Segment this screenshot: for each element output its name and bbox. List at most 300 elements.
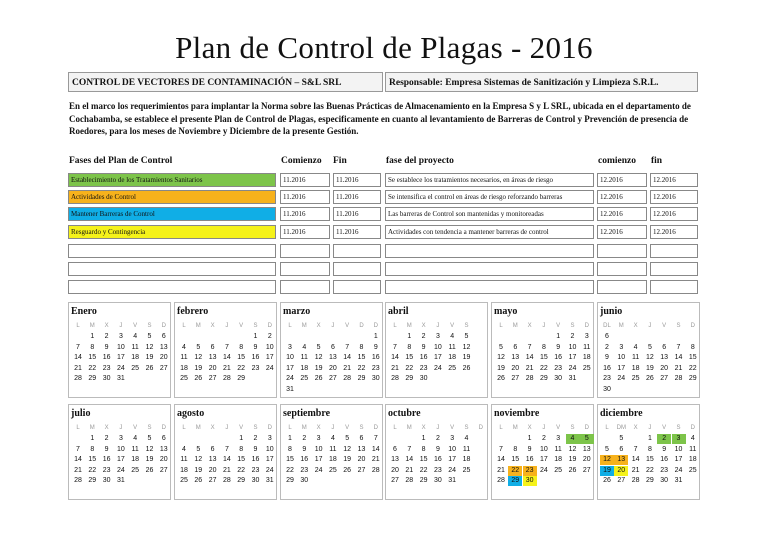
calendar-day: 28 [222, 477, 231, 484]
calendar-day: 9 [527, 445, 532, 453]
calendar-day: 21 [497, 466, 505, 474]
weekday-label: V [345, 323, 350, 329]
page-title: Plan de Control de Plagas - 2016 [175, 30, 593, 65]
calendar-day: 30 [433, 477, 442, 484]
calendar-day: 25 [462, 466, 471, 474]
calendar-day: 1 [647, 435, 652, 442]
calendar-day: 28 [674, 375, 683, 382]
calendar-day: 4 [330, 435, 335, 442]
calendar-day: 4 [302, 343, 307, 351]
calendar-day: 5 [196, 343, 201, 351]
month-name: noviembre [494, 408, 540, 419]
calendar-day: 11 [554, 445, 562, 453]
empty-table-cell [333, 280, 381, 294]
calendar-day: 22 [508, 466, 522, 476]
calendar-day: 1 [556, 333, 561, 340]
calendar-day: 23 [102, 466, 111, 474]
calendar-day: 18 [631, 364, 640, 372]
calendar-day: 25 [448, 364, 457, 372]
calendar-day: 29 [237, 477, 246, 484]
phase-start-cell: 11.2016 [280, 190, 330, 204]
calendar-day: 19 [194, 466, 203, 474]
calendar-day: 6 [393, 445, 397, 453]
weekday-label: S [147, 323, 152, 329]
month-septiembre [280, 404, 383, 500]
weekday-label: V [662, 425, 667, 431]
weekday-label: J [225, 323, 229, 329]
calendar-day: 25 [554, 466, 563, 474]
calendar-day: 3 [450, 435, 455, 442]
calendar-day: 17 [265, 456, 274, 463]
calendar-day: 29 [419, 477, 428, 484]
calendar-day: 11 [462, 445, 471, 453]
calendar-day: 16 [102, 354, 111, 361]
weekday-label: J [119, 425, 123, 431]
calendar-day: 15 [511, 456, 520, 463]
empty-table-cell [280, 262, 330, 276]
month-name: abril [388, 306, 409, 317]
weekday-label: S [464, 425, 469, 431]
calendar-day: 5 [316, 343, 321, 351]
calendar-day: 6 [619, 445, 624, 453]
calendar-day: 26 [145, 466, 154, 474]
weekday-label: L [182, 425, 186, 431]
header-left-box: CONTROL DE VECTORES DE CONTAMINACIÓN – S&L SRL [68, 72, 383, 92]
intro-paragraph: En el marco los requerimientos para implantar la Norma sobre las Buenas Prácticas de Almacenamiento en la Empresa S y L SRL, ubicada en el departamento de Cochabamba, se establece el presente Plan de Control de Plagas, especificamente en cuanto al levantamiento de Barreras de Control y Prevención de presencia de Roedores, para los meses de Noviembre y Diciembre de la presente Gestión. [69, 101, 691, 137]
empty-table-cell [597, 244, 647, 258]
calendar-day: 21 [371, 456, 380, 463]
calendar-day: 22 [357, 364, 366, 372]
calendar-day: 19 [645, 364, 654, 372]
calendar-day: 3 [435, 333, 440, 340]
calendar-day: 31 [448, 477, 457, 484]
calendar-day: 10 [286, 354, 294, 361]
month-name: marzo [283, 306, 311, 317]
calendar-day: 26 [462, 364, 471, 372]
calendar-day: 28 [74, 477, 82, 484]
calendar-day: 2 [253, 435, 258, 442]
weekday-label: M [195, 323, 201, 329]
calendar-day: 12 [145, 445, 154, 453]
calendar-day: 7 [527, 343, 532, 351]
calendar-day: 2 [104, 333, 109, 340]
phase-desc-cell: Las barreras de Control son mantenidas y monitoreadas [385, 207, 594, 221]
calendar-day: 14 [674, 354, 683, 361]
calendar-day: 10 [433, 343, 442, 351]
empty-table-cell [68, 280, 276, 294]
calendar-day: 5 [464, 333, 469, 340]
month-name: septiembre [283, 408, 331, 419]
calendar-day: 3 [118, 333, 123, 340]
calendar-day: 13 [582, 445, 591, 453]
weekday-label: D [373, 425, 378, 431]
weekday-label: S [570, 323, 575, 329]
weekday-label: L [76, 323, 80, 329]
calendar-day: 8 [90, 445, 95, 453]
phase-start2-cell: 12.2016 [597, 173, 647, 187]
phase-end-cell: 11.2016 [333, 190, 381, 204]
weekday-label: S [359, 425, 364, 431]
month-name: Enero [71, 306, 97, 317]
calendar-day: 19 [568, 456, 577, 463]
calendar-day: 6 [210, 343, 215, 351]
calendar-day: 22 [688, 364, 697, 372]
calendar-day: 9 [253, 445, 258, 453]
calendar-day: 21 [525, 364, 534, 372]
empty-table-cell [333, 262, 381, 276]
calendar-day: 3 [672, 434, 686, 444]
calendar-day: 10 [314, 445, 323, 453]
empty-table-cell [385, 262, 594, 276]
weekday-label: M [301, 425, 307, 431]
calendar-day: 1 [527, 435, 532, 442]
calendar-day: 9 [556, 343, 561, 351]
phase-desc-cell: Se establece los tratamientos necesarios, en áreas de riesgo [385, 173, 594, 187]
calendar-day: 4 [633, 343, 638, 351]
calendar-day: 27 [357, 466, 366, 474]
calendar-day: 25 [131, 364, 140, 372]
weekday-label: L [76, 425, 80, 431]
calendar-day: 16 [419, 354, 428, 361]
calendar-day: 16 [300, 456, 309, 463]
calendar-day: 7 [393, 343, 397, 351]
calendar-day: 1 [421, 435, 426, 442]
calendar-day: 30 [419, 375, 428, 382]
calendar-day: 8 [513, 445, 518, 453]
weekday-label: J [648, 425, 652, 431]
weekday-label: L [499, 425, 503, 431]
calendar-day: 8 [541, 343, 546, 351]
calendar-day: 29 [357, 375, 366, 382]
calendar-day: 1 [253, 333, 258, 340]
calendar-day: 26 [194, 375, 203, 382]
calendar-day: 21 [631, 466, 640, 474]
weekday-label: J [436, 425, 440, 431]
calendar-day: 15 [237, 354, 246, 361]
calendar-day: 19 [600, 466, 614, 476]
calendar-day: 20 [208, 364, 217, 372]
calendar-day: 25 [180, 375, 188, 382]
calendar-day: 23 [554, 364, 563, 372]
calendar-day: 2 [302, 435, 307, 442]
weekday-label: DM [616, 425, 626, 431]
calendar-day: 29 [286, 477, 294, 484]
calendar-day: 7 [224, 343, 229, 351]
calendar-day: 28 [222, 375, 231, 382]
calendar-day: 16 [554, 354, 563, 361]
calendar-day: 4 [464, 435, 469, 442]
calendar-day: 15 [688, 354, 697, 361]
calendar-day: 24 [568, 364, 577, 372]
calendar-day: 27 [511, 375, 520, 382]
calendar-day: 23 [523, 466, 537, 476]
calendar-day: 30 [660, 477, 669, 484]
calendar-day: 4 [133, 333, 138, 340]
calendar-day: 9 [373, 343, 378, 351]
calendar-day: 18 [582, 354, 591, 361]
calendar-day: 14 [525, 354, 534, 361]
calendar-day: 31 [265, 477, 274, 484]
calendar-day: 20 [511, 364, 520, 372]
calendar-day: 19 [145, 456, 154, 463]
calendar-day: 20 [391, 466, 399, 474]
calendar-day: 10 [116, 445, 125, 453]
calendar-day: 10 [674, 445, 683, 453]
calendar-day: 20 [159, 354, 168, 361]
calendar-day: 26 [343, 466, 352, 474]
calendar-day: 22 [286, 466, 294, 474]
calendar-day: 22 [237, 364, 246, 372]
weekday-label: L [393, 425, 397, 431]
weekday-label: S [253, 323, 258, 329]
calendar-day: 13 [159, 445, 168, 453]
calendar-day: 19 [462, 354, 471, 361]
calendar-day: 10 [265, 343, 274, 351]
calendar-day: 17 [674, 456, 683, 463]
phase-end2-cell: 12.2016 [650, 173, 698, 187]
calendar-day: 25 [631, 375, 640, 382]
weekday-label: M [195, 425, 201, 431]
calendar-day: 8 [421, 445, 426, 453]
calendar-day: 4 [566, 434, 580, 444]
weekday-label: V [556, 323, 561, 329]
weekday-label: X [210, 425, 215, 431]
calendar-day: 16 [102, 456, 111, 463]
calendar-day: 27 [660, 375, 669, 382]
col-fin-header: Fin [333, 156, 347, 166]
calendar-day: 8 [690, 343, 695, 351]
calendar-day: 15 [539, 354, 548, 361]
calendar-day: 30 [371, 375, 380, 382]
calendar-day: 7 [633, 445, 638, 453]
calendar-day: 22 [237, 466, 246, 474]
calendar-day: 5 [619, 435, 624, 442]
empty-table-cell [650, 244, 698, 258]
phase-end-cell: 11.2016 [333, 173, 381, 187]
calendar-day: 11 [689, 445, 697, 453]
calendar-day: 31 [116, 477, 125, 484]
calendar-day: 2 [435, 435, 440, 442]
calendar-day: 4 [133, 435, 138, 442]
month-name: octubre [388, 408, 421, 419]
calendar-day: 22 [88, 466, 97, 474]
calendar-day: 27 [208, 375, 217, 382]
empty-table-cell [650, 280, 698, 294]
calendar-day: 2 [104, 435, 109, 442]
calendar-day: 31 [568, 375, 577, 382]
empty-table-cell [385, 244, 594, 258]
weekday-label: J [225, 425, 229, 431]
month-octubre [385, 404, 488, 500]
calendar-day: 12 [600, 455, 614, 465]
weekday-label: M [618, 323, 624, 329]
calendar-day: 5 [647, 343, 652, 351]
weekday-label: D [161, 323, 166, 329]
calendar-day: 22 [419, 466, 428, 474]
phase-start2-cell: 12.2016 [597, 190, 647, 204]
empty-table-cell [280, 244, 330, 258]
weekday-label: X [633, 323, 638, 329]
calendar-day: 25 [180, 477, 188, 484]
calendar-day: 16 [371, 354, 380, 361]
calendar-day: 6 [359, 435, 364, 442]
weekday-label: L [182, 323, 186, 329]
weekday-label: X [421, 323, 426, 329]
calendar-day: 28 [525, 375, 534, 382]
calendar-day: 30 [300, 477, 309, 484]
calendar-day: 15 [237, 456, 246, 463]
month-name: julio [71, 408, 91, 419]
calendar-day: 12 [343, 445, 352, 453]
calendar-day: 22 [88, 364, 97, 372]
weekday-label: V [133, 323, 138, 329]
empty-table-cell [333, 244, 381, 258]
calendar-day: 1 [407, 333, 412, 340]
calendar-day: 22 [539, 364, 548, 372]
calendar-day: 14 [74, 354, 82, 361]
calendar-day: 24 [314, 466, 323, 474]
calendar-day: 22 [405, 364, 414, 372]
calendar-day: 7 [345, 343, 350, 351]
phase-start-cell: 11.2016 [280, 207, 330, 221]
weekday-label: J [542, 425, 546, 431]
calendar-day: 16 [660, 456, 669, 463]
month-name: mayo [494, 306, 518, 317]
month-enero [68, 302, 171, 398]
calendar-day: 14 [74, 456, 82, 463]
phase-name-cell: Resguardo y Contingencia [68, 225, 276, 239]
calendar-day: 14 [391, 354, 399, 361]
calendar-day: 20 [614, 466, 628, 476]
calendar-day: 24 [674, 466, 683, 474]
calendar-day: 30 [603, 385, 611, 393]
weekday-label: V [450, 323, 455, 329]
weekday-label: X [104, 425, 109, 431]
weekday-label: D [478, 425, 483, 431]
weekday-label: D [267, 323, 272, 329]
calendar-day: 27 [208, 477, 217, 484]
calendar-day: 26 [645, 375, 654, 382]
calendar-day: 28 [371, 466, 380, 474]
calendar-day: 1 [90, 435, 95, 442]
calendar-day: 23 [102, 364, 111, 372]
calendar-day: 1 [288, 435, 292, 442]
calendar-day: 6 [161, 435, 166, 442]
calendar-day: 27 [159, 466, 168, 474]
calendar-day: 11 [131, 445, 139, 453]
calendar-day: 13 [511, 354, 520, 361]
calendar-day: 25 [300, 375, 309, 382]
calendar-day: 6 [161, 333, 166, 340]
calendar-day: 13 [159, 343, 168, 351]
weekday-label: D [584, 323, 589, 329]
calendar-day: 4 [182, 343, 186, 351]
calendar-day: 31 [286, 385, 294, 393]
calendar-day: 30 [554, 375, 563, 382]
calendar-day: 15 [88, 456, 97, 463]
calendar-day: 4 [690, 435, 695, 442]
weekday-label: S [676, 425, 681, 431]
calendar-day: 25 [328, 466, 337, 474]
calendar-day: 9 [253, 343, 258, 351]
empty-table-cell [597, 280, 647, 294]
empty-table-cell [68, 262, 276, 276]
weekday-label: M [406, 425, 412, 431]
calendar-day: 10 [617, 354, 626, 361]
calendar-day: 20 [660, 364, 669, 372]
weekday-label: J [331, 323, 335, 329]
month-noviembre [491, 404, 594, 500]
calendar-day: 24 [286, 375, 294, 382]
month-mayo [491, 302, 594, 398]
weekday-label: J [436, 323, 440, 329]
calendar-day: 24 [265, 466, 274, 474]
weekday-label: X [633, 425, 638, 431]
calendar-day: 9 [435, 445, 440, 453]
calendar-day: 10 [116, 343, 125, 351]
calendar-day: 19 [314, 364, 323, 372]
calendar-day: 17 [116, 354, 125, 361]
phase-name-cell: Actividades de Control [68, 190, 276, 204]
calendar-day: 9 [104, 343, 109, 351]
calendar-day: 30 [251, 477, 260, 484]
calendar-day: 17 [314, 456, 323, 463]
month-diciembre [597, 404, 700, 500]
month-agosto [174, 404, 277, 500]
calendar-day: 8 [647, 445, 652, 453]
weekday-label: V [556, 425, 561, 431]
calendar-day: 3 [288, 343, 292, 351]
phase-desc-cell: Se intensifica el control en áreas de riesgo reforzando barreras [385, 190, 594, 204]
phase-name-cell: Mantener Barreras de Control [68, 207, 276, 221]
calendar-day: 2 [605, 343, 609, 351]
month-name: diciembre [600, 408, 643, 419]
calendar-day: 18 [328, 456, 337, 463]
calendar-day: 16 [433, 456, 442, 463]
empty-table-cell [280, 280, 330, 294]
weekday-label: V [133, 425, 138, 431]
weekday-label: L [288, 323, 292, 329]
calendar-day: 8 [288, 445, 292, 453]
calendar-day: 23 [603, 375, 611, 382]
calendar-day: 10 [448, 445, 457, 453]
calendar-day: 28 [405, 477, 414, 484]
calendar-day: 21 [391, 364, 399, 372]
calendar-day: 17 [539, 456, 548, 463]
calendar-day: 12 [645, 354, 654, 361]
weekday-label: X [316, 425, 321, 431]
calendar-day: 28 [391, 375, 399, 382]
calendar-day: 24 [265, 364, 274, 372]
calendar-day: 20 [208, 466, 217, 474]
calendar-day: 17 [433, 354, 442, 361]
weekday-label: L [499, 323, 503, 329]
calendar-day: 11 [300, 354, 308, 361]
calendar-day: 28 [343, 375, 352, 382]
calendar-day: 6 [513, 343, 518, 351]
weekday-label: X [104, 323, 109, 329]
calendar-day: 26 [568, 466, 577, 474]
calendar-day: 3 [556, 435, 561, 442]
weekday-label: S [570, 425, 575, 431]
phase-end-cell: 11.2016 [333, 207, 381, 221]
calendar-day: 12 [462, 343, 471, 351]
calendar-day: 11 [583, 343, 591, 351]
calendar-day: 5 [196, 445, 201, 453]
calendar-day: 21 [222, 466, 231, 474]
weekday-label: J [542, 323, 546, 329]
calendar-day: 10 [568, 343, 577, 351]
